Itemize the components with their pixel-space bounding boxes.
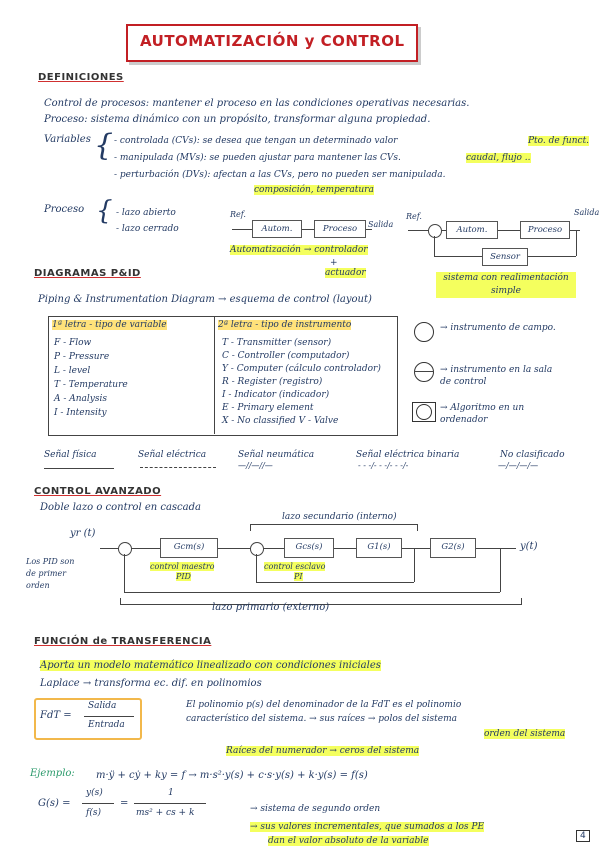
autom-block-open: Autom. [252, 220, 302, 238]
gs-one: 1 [168, 788, 174, 798]
inner-feedback-v [414, 548, 415, 582]
pid-heading: DIAGRAMAS P&ID [34, 268, 141, 279]
signal-neumatica-line: —//—//— [238, 461, 273, 470]
sum-junction-inner [250, 542, 264, 556]
pid-col2-row: C - Controller (computador) [222, 351, 350, 361]
segundo-orden: → sistema de segundo orden [250, 804, 381, 814]
control-maestro-label: control maestro [150, 562, 215, 571]
pid-col2-row: I - Indicator (indicador) [222, 390, 330, 400]
sym-control-room: → instrumento en la sala de control [440, 365, 553, 387]
control-esclavo-label: control esclavo [264, 562, 326, 571]
pid-col1-row: L - level [54, 366, 91, 376]
computer-algorithm-inner-icon [416, 404, 432, 420]
pid-col1-row: F - Flow [54, 338, 92, 348]
transfer-l1: Aporta un modelo matemático linealizado con condiciones iniciales [40, 660, 381, 671]
g2-block: G2(s) [430, 538, 476, 558]
brace-proceso: { [96, 196, 113, 226]
signal-binaria-line: - - -/- - -/- - -/- [358, 461, 409, 470]
fdt-numerator: Salida [88, 701, 117, 711]
gcm-block: Gcm(s) [160, 538, 218, 558]
pid-col2-row: X - No classified V - Valve [222, 416, 339, 426]
gcs-block: Gcs(s) [284, 538, 334, 558]
pid-table-divider [214, 316, 215, 434]
gs-den: f(s) [86, 808, 101, 818]
lazo-primario-label: lazo primario (externo) [212, 602, 330, 613]
foot-note: → sus valores incrementales, que sumados a los PE [250, 822, 485, 832]
poly-1: El polinomio p(s) del denominador de la FdT es el polinomio [186, 700, 462, 710]
definiciones-heading: DEFINICIONES [38, 72, 124, 83]
var-perturbacion: - perturbación (DVs): afectan a las CVs, pero no pueden ser manipulada. [114, 170, 446, 180]
gs-frac2 [134, 803, 206, 804]
transfer-l2: Laplace → transforma ec. dif. en polinomios [40, 678, 262, 689]
var-manipulada: - manipulada (MVs): se pueden ajustar para mantener las CVs. [114, 153, 401, 163]
ref-label-closed: Ref. [406, 212, 422, 221]
autom-note-actuador: actuador [325, 268, 366, 278]
autom-note-plus: + [330, 258, 338, 268]
gs-eq: = [120, 798, 129, 809]
autom-block-closed: Autom. [446, 221, 498, 239]
pi-label: PI [294, 572, 303, 581]
ejemplo-label: Ejemplo: [30, 768, 75, 779]
var-controlada: - controlada (CVs): se desea que tengan un determinado valor [114, 136, 398, 146]
var-manipulada-note: caudal, flujo .. [466, 153, 531, 163]
signal-no-clasificado-line: —/—/—/— [498, 461, 539, 470]
page-title: AUTOMATIZACIÓN y CONTROL [140, 32, 405, 50]
sum-junction-closed [428, 224, 442, 238]
page-number: 4 [576, 830, 590, 842]
salida-label-closed: Salida [574, 208, 600, 217]
proceso-block-open: Proceso [314, 220, 366, 238]
foot-note-2: dan el valor absoluto de la variable [268, 836, 429, 846]
lazo-abierto: - lazo abierto [116, 208, 176, 218]
feedback-line-v2 [434, 236, 435, 256]
inner-feedback-h [256, 582, 414, 583]
pid-col1-row: I - Intensity [54, 408, 107, 418]
signal-fisica: Señal física [44, 450, 97, 460]
pid-col1-row: A - Analysis [54, 394, 108, 404]
pid-col2-header: 2ª letra - tipo de instrumento [218, 320, 352, 330]
fdt-label: FdT = [40, 710, 72, 721]
gs-label: G(s) = [38, 798, 71, 809]
pid-col2-row: Y - Computer (cálculo controlador) [222, 364, 381, 374]
gs-num: y(s) [86, 788, 103, 798]
poly-2: característico del sistema. → sus raíces → polos del sistema [186, 714, 458, 724]
pid-label: PID [176, 572, 191, 581]
outer-feedback-v [500, 548, 501, 592]
variables-label: Variables [44, 134, 91, 145]
pid-col1-row: P - Pressure [54, 352, 110, 362]
avanzado-heading: CONTROL AVANZADO [34, 486, 162, 497]
signal-binaria: Señal eléctrica binaria [356, 450, 460, 460]
g1-block: G1(s) [356, 538, 402, 558]
pid-intro: Piping & Instrumentation Diagram → esquema de control (layout) [38, 294, 372, 305]
feedback-line-v1 [576, 230, 577, 256]
pid-col2-row: T - Transmitter (sensor) [222, 338, 332, 348]
signal-electrica-line [140, 467, 216, 468]
outer-feedback-h [124, 592, 500, 593]
signal-electrica: Señal eléctrica [138, 450, 207, 460]
autom-note: Automatización → controlador [230, 245, 368, 255]
avanzado-intro: Doble lazo o control en cascada [40, 502, 201, 513]
sum-junction-outer [118, 542, 132, 556]
inner-feedback-v2 [256, 554, 257, 582]
sym-computer: → Algoritmo en un ordenador [440, 403, 525, 425]
gs-frac [82, 803, 114, 804]
eq1: m·ÿ + cẏ + ky = f → m·s²·y(s) + c·s·y(s) + k·y(s) = f(s) [96, 770, 368, 781]
y-output-label: y(t) [520, 541, 538, 552]
transfer-heading: FUNCIÓN de TRANSFERENCIA [34, 636, 212, 647]
signal-neumatica: Señal neumática [238, 450, 315, 460]
proceso-block-closed: Proceso [520, 221, 570, 239]
pid-col2-row: R - Register (registro) [222, 377, 323, 387]
lazo-cerrado: - lazo cerrado [116, 224, 179, 234]
retro-note: sistema con realimentación simple [436, 272, 576, 298]
lazo-secundario-bracket [250, 524, 418, 531]
ref-label-open: Ref. [230, 210, 246, 219]
lazo-secundario-label: lazo secundario (interno) [282, 512, 397, 522]
signal-fisica-line [44, 468, 114, 469]
var-controlada-note: Pto. de funct. [528, 136, 590, 146]
left-note: Los PID son de primer orden [26, 557, 75, 590]
def-proceso: Proceso: sistema dinámico con un propósito, transformar alguna propiedad. [44, 114, 431, 125]
outer-feedback-v2 [124, 554, 125, 592]
fdt-frac-line [84, 716, 134, 717]
proceso-label: Proceso [44, 204, 85, 215]
zeros-line: Raíces del numerador → ceros del sistema [226, 746, 420, 756]
control-room-line [414, 371, 434, 372]
yr-label: yr (t) [70, 528, 96, 539]
pid-col1-row: T - Temperature [54, 380, 128, 390]
sym-field: → instrumento de campo. [440, 323, 556, 333]
field-instrument-icon [414, 322, 434, 342]
sensor-block: Sensor [482, 248, 528, 266]
fdt-denominator: Entrada [88, 720, 125, 730]
control-room-instrument-icon [414, 362, 434, 382]
salida-label-open: Salida [368, 220, 394, 229]
signal-no-clasificado: No clasificado [500, 450, 565, 460]
gs-den2: ms² + cs + k [136, 808, 195, 818]
pid-col1-header: 1ª letra - tipo de variable [52, 320, 167, 330]
var-perturbacion-note: composición, temperatura [254, 185, 374, 195]
pid-col2-row: E - Primary element [222, 403, 314, 413]
poly-3: orden del sistema [484, 729, 566, 739]
brace-variables: { [94, 128, 114, 163]
def-control: Control de procesos: mantener el proceso en las condiciones operativas necesarias. [44, 98, 470, 109]
